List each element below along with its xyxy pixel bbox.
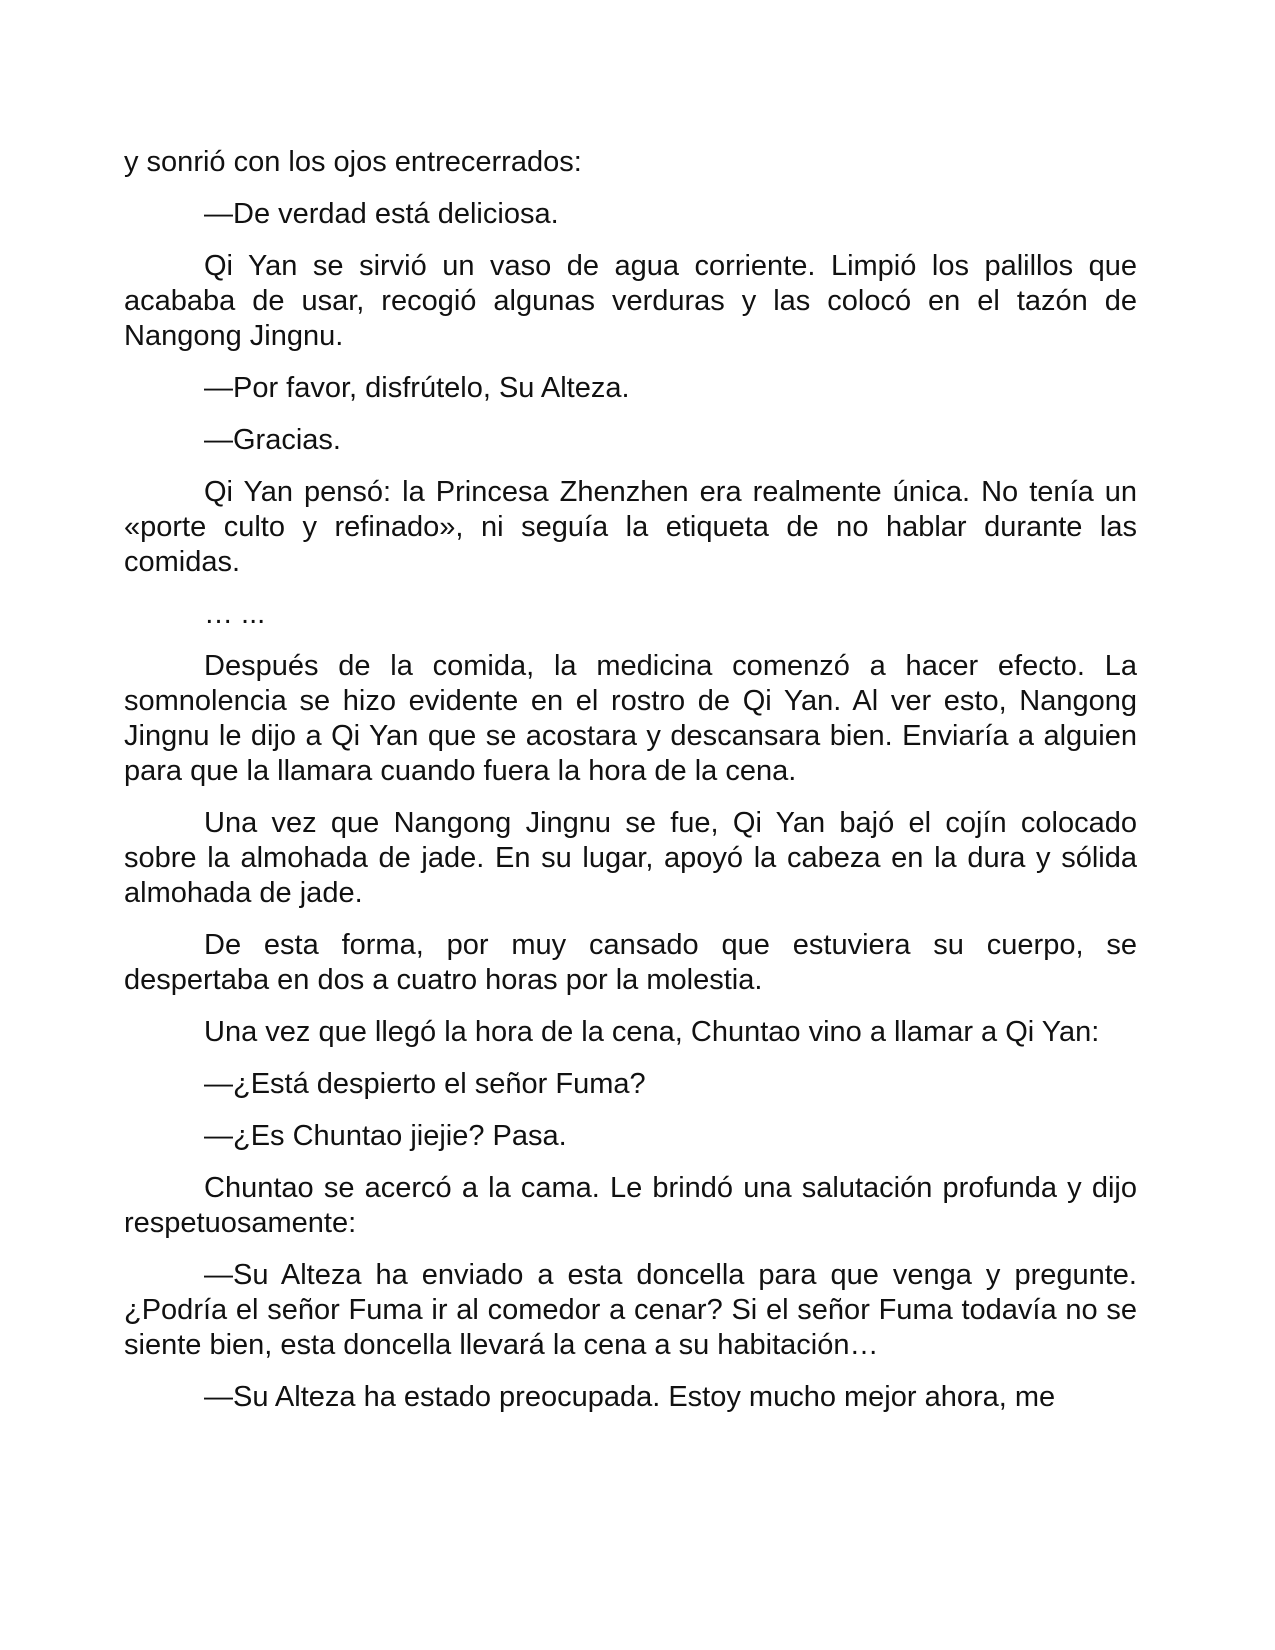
body-text	[124, 145, 1137, 1432]
paragraph: —Su Alteza ha enviado a esta doncella para que venga y pregunte. ¿Podría el señor Fuma ir al comedor a cenar? Si el señor Fuma todavía no se siente bien, esta doncella llevará la cena a su habitación…	[124, 1259, 1137, 1361]
paragraph: De esta forma, por muy cansado que estuviera su cuerpo, se despertaba en dos a cuatro horas por la molestia.	[124, 929, 1137, 996]
scene-break: … ...	[204, 598, 266, 630]
paragraph: Una vez que llegó la hora de la cena, Chuntao vino a llamar a Qi Yan:	[204, 1016, 1100, 1048]
paragraph: y sonrió con los ojos entrecerrados:	[124, 146, 582, 178]
paragraph: —Por favor, disfrútelo, Su Alteza.	[204, 372, 630, 404]
paragraph: Una vez que Nangong Jingnu se fue, Qi Yan bajó el cojín colocado sobre la almohada de jade. En su lugar, apoyó la cabeza en la dura y sólida almohada de jade.	[124, 807, 1137, 909]
paragraph: —Su Alteza ha estado preocupada. Estoy mucho mejor ahora, me	[204, 1381, 1056, 1413]
paragraph: Chuntao se acercó a la cama. Le brindó una salutación profunda y dijo respetuosamente:	[124, 1172, 1137, 1239]
paragraph: —De verdad está deliciosa.	[204, 198, 559, 230]
paragraph: Qi Yan se sirvió un vaso de agua corriente. Limpió los palillos que acababa de usar, recogió algunas verduras y las colocó en el tazón de Nangong Jingnu.	[124, 250, 1137, 352]
paragraph: —¿Está despierto el señor Fuma?	[204, 1068, 646, 1100]
paragraph: —Gracias.	[204, 424, 341, 456]
paragraph: Después de la comida, la medicina comenzó a hacer efecto. La somnolencia se hizo evidente en el rostro de Qi Yan. Al ver esto, Nangong Jingnu le dijo a Qi Yan que se acostara y descansara bien. Enviaría a alguien para que la llamara cuando fuera la hora de la cena.	[124, 650, 1137, 787]
paragraph: —¿Es Chuntao jiejie? Pasa.	[204, 1120, 567, 1152]
paragraph: Qi Yan pensó: la Princesa Zhenzhen era realmente única. No tenía un «porte culto y refinado», ni seguía la etiqueta de no hablar durante las comidas.	[124, 476, 1137, 578]
